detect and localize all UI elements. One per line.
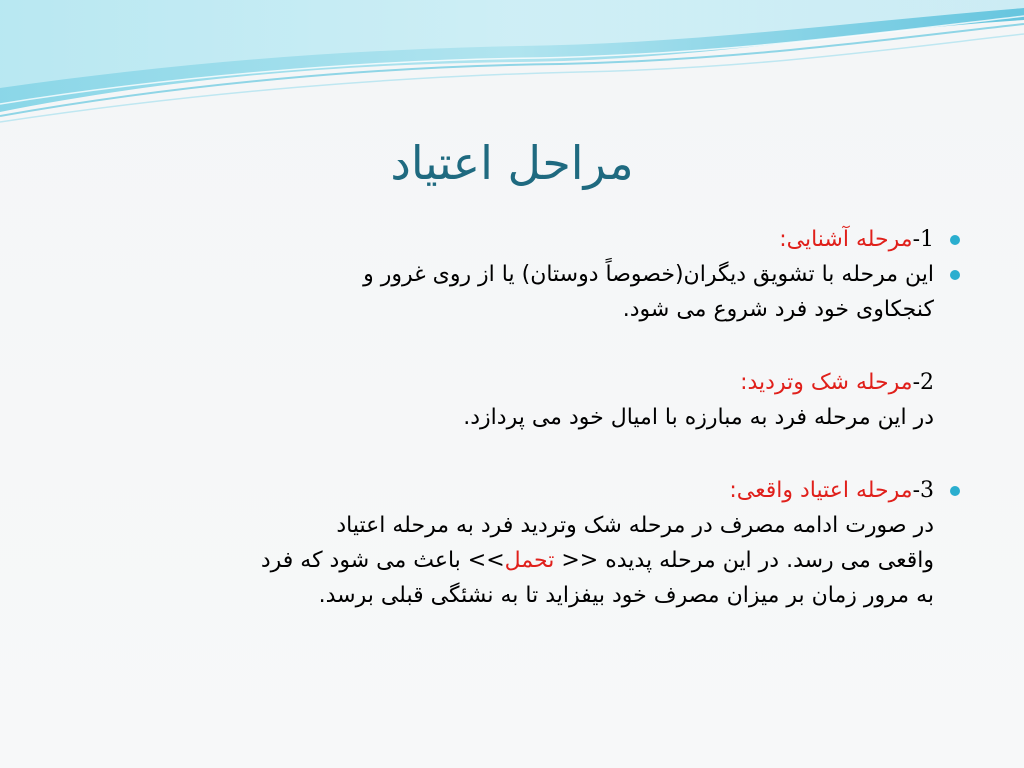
- stage3-text-line2: [80, 543, 934, 578]
- header-wave-decoration: [0, 0, 1024, 130]
- bullet-stage1-heading: [80, 222, 960, 257]
- bullet-stage3: [80, 473, 960, 613]
- stage1-text-line1: این مرحله با تشویق دیگران(خصوصاً دوستان) یا از روی غرور و: [363, 262, 934, 287]
- stage3-text-line1: در صورت ادامه مصرف در مرحله شک وتردید فرد به مرحله اعتیاد: [336, 513, 934, 538]
- bullet-dot-icon: [950, 270, 960, 280]
- slide-title: مراحل اعتیاد: [390, 136, 634, 190]
- bullet-stage1-stage2: [80, 257, 960, 435]
- stage2-number: 2-: [912, 370, 934, 395]
- stage1-text-line2: کنجکاوی خود فرد شروع می شود.: [622, 297, 934, 322]
- stage2-heading: مرحله شک وتردید:: [740, 370, 913, 395]
- stage3-text-line2-red: تحمل: [504, 548, 562, 573]
- bullet-dot-icon: [950, 486, 960, 496]
- stage1-heading: مرحله آشنایی:: [779, 227, 913, 252]
- stage3-text-line3: به مرور زمان بر میزان مصرف خود بیفزاید تا به نشئگی قبلی برسد.: [318, 583, 934, 608]
- bullet-dot-icon: [950, 235, 960, 245]
- stage2-heading-line: [80, 365, 934, 400]
- stage3-text-line2-post: >> باعث می شود که فرد: [260, 548, 505, 573]
- stage1-heading-line: [80, 222, 934, 257]
- stage3-heading-line: [80, 473, 934, 508]
- stage3-heading: مرحله اعتیاد واقعی:: [729, 478, 913, 503]
- stage3-number: 3-: [912, 478, 934, 503]
- stage3-text-line2-pre: واقعی می رسد. در این مرحله پدیده <<: [561, 548, 934, 573]
- stage2-text-line1: در این مرحله فرد به مبارزه با امیال خود می پردازد.: [463, 405, 934, 430]
- slide-content: [80, 222, 960, 613]
- stage1-number: 1-: [912, 227, 934, 252]
